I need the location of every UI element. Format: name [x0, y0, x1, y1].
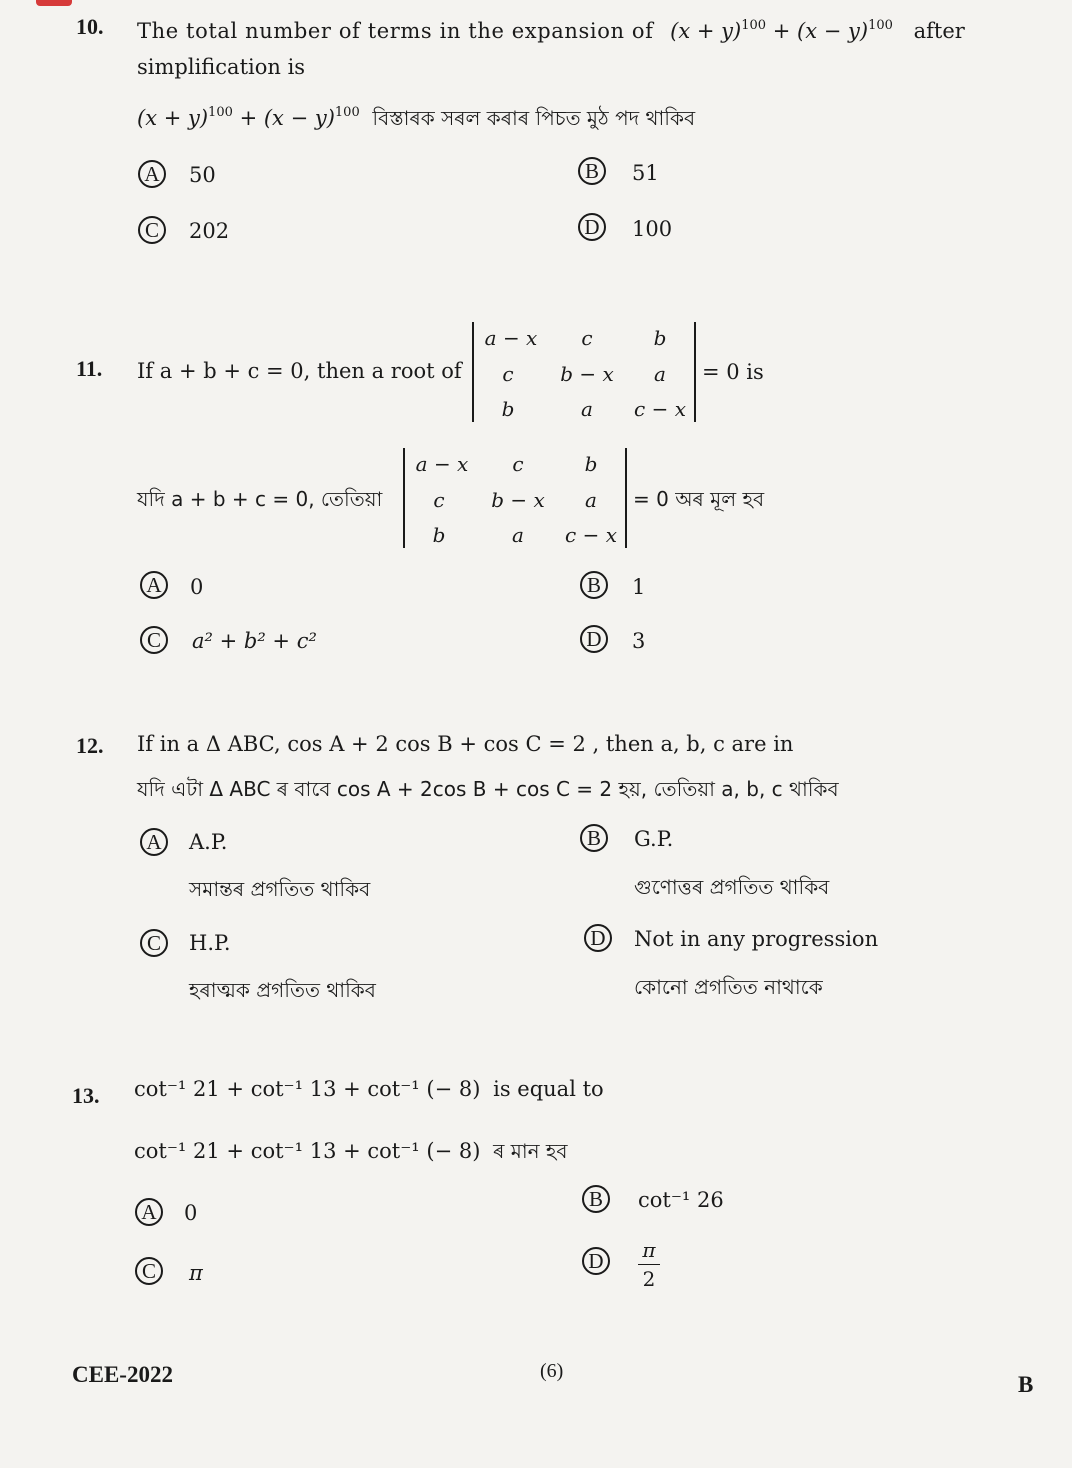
expression-part: (x + y) [137, 106, 209, 130]
expression-part: (x + y) [670, 19, 742, 43]
question-number: 11. [76, 356, 103, 381]
fraction-bar [638, 1264, 660, 1265]
question-text-en: after [913, 19, 965, 43]
option-d-bubble[interactable]: D [582, 1247, 610, 1275]
question-text-en: simplification is [137, 55, 306, 79]
option-b-text: G.P. [634, 827, 674, 851]
booklet-series: B [1018, 1372, 1034, 1397]
det-cell: c − x [634, 397, 686, 421]
determinant-bn [403, 448, 627, 548]
question-text-bn: = 0 অৰ মূল হব [633, 487, 765, 511]
expression: cot⁻¹ 21 + cot⁻¹ 13 + cot⁻¹ (− 8) [134, 1139, 481, 1163]
option-d-text: 3 [632, 629, 646, 653]
det-cell: c [512, 452, 524, 476]
det-cell: b − x [560, 362, 614, 386]
fraction-numerator: π [642, 1238, 656, 1262]
option-c-text: π [189, 1261, 203, 1285]
corner-mark [36, 0, 72, 6]
det-cell: c [581, 326, 593, 350]
det-cell: a [512, 523, 524, 547]
option-c-bn: হৰাত্মক প্ৰগতিত থাকিব [189, 978, 376, 1002]
option-a-text: 50 [189, 163, 216, 187]
question-text-bn: যদি এটা Δ ABC ৰ বাবে cos A + 2cos B + cos C = 2 হয়, তেতিয়া a, b, c থাকিব [137, 777, 839, 801]
exponent: 100 [208, 105, 233, 120]
det-cell: b [584, 452, 598, 476]
question-text-bn: বিস্তাৰক সৰল কৰাৰ পিচত মুঠ পদ থাকিব [372, 106, 696, 130]
question-text-en-line [134, 1077, 604, 1101]
option-d-fraction [638, 1238, 660, 1291]
option-d-text: Not in any progression [634, 927, 879, 951]
option-c-bubble[interactable]: C [140, 626, 168, 654]
det-cell: c − x [565, 523, 617, 547]
det-cell: a [654, 362, 666, 386]
option-b-bubble[interactable]: B [580, 571, 608, 599]
option-d-bubble[interactable]: D [584, 924, 612, 952]
det-cell: a − x [415, 452, 469, 476]
question-text-bn: ৰ মান হব [493, 1139, 568, 1163]
question-text-en: = 0 is [702, 360, 764, 384]
question-number: 10. [76, 14, 104, 39]
plus-sign: + [239, 106, 258, 130]
option-c-bubble[interactable]: C [135, 1257, 163, 1285]
question-number: 13. [72, 1083, 100, 1108]
option-c-bubble[interactable]: C [138, 216, 166, 244]
det-cell: b − x [491, 488, 545, 512]
page-number: (6) [540, 1360, 564, 1382]
option-b-text: 51 [632, 161, 659, 185]
option-a-bn: সমান্তৰ প্ৰগতিত থাকিব [189, 877, 371, 901]
question-text-en: The total number of terms in the expansion of [137, 19, 654, 43]
det-cell: b [432, 523, 446, 547]
det-cell: b [501, 397, 515, 421]
option-c-text: H.P. [189, 931, 231, 955]
det-cell: c [502, 362, 514, 386]
option-b-bubble[interactable]: B [578, 157, 606, 185]
exponent: 100 [868, 18, 893, 33]
option-b-bn: গুণোত্তৰ প্ৰগতিত থাকিব [634, 875, 830, 899]
det-cell: a [585, 488, 597, 512]
exam-code: CEE-2022 [72, 1362, 173, 1387]
option-c-bubble[interactable]: C [140, 929, 168, 957]
expression-part: (x − y) [797, 19, 869, 43]
option-d-text: 100 [632, 217, 673, 241]
determinant-en [472, 322, 696, 422]
option-b-text: 1 [632, 575, 646, 599]
expression: cot⁻¹ 21 + cot⁻¹ 13 + cot⁻¹ (− 8) [134, 1077, 481, 1101]
question-text-en: If a + b + c = 0, then a root of [137, 359, 462, 383]
option-b-bubble[interactable]: B [582, 1185, 610, 1213]
fraction-denominator: 2 [642, 1267, 656, 1291]
option-a-bubble[interactable]: A [135, 1198, 163, 1226]
option-a-bubble[interactable]: A [140, 571, 168, 599]
expression-part: (x − y) [263, 106, 335, 130]
question-number: 12. [76, 733, 104, 758]
question-text-en: is equal to [493, 1077, 604, 1101]
option-d-bubble[interactable]: D [580, 625, 608, 653]
option-a-bubble[interactable]: A [138, 160, 166, 188]
question-text [137, 18, 965, 43]
option-c-text: a² + b² + c² [192, 629, 317, 653]
option-a-text: 0 [184, 1201, 198, 1225]
question-text-bn: যদি a + b + c = 0, তেতিয়া [137, 487, 383, 511]
option-d-bubble[interactable]: D [578, 213, 606, 241]
option-d-bn: কোনো প্ৰগতিত নাথাকে [634, 975, 823, 999]
plus-sign: + [772, 19, 791, 43]
option-c-text: 202 [189, 219, 230, 243]
option-a-bubble[interactable]: A [140, 828, 168, 856]
option-b-text: cot⁻¹ 26 [638, 1188, 724, 1212]
det-cell: c [433, 488, 445, 512]
option-a-text: 0 [190, 575, 204, 599]
question-text-bn-line [137, 104, 695, 137]
det-cell: b [653, 326, 667, 350]
option-b-bubble[interactable]: B [580, 824, 608, 852]
det-cell: a [581, 397, 593, 421]
question-text-en: If in a Δ ABC, cos A + 2 cos B + cos C = 2 , then a, b, c are in [137, 732, 794, 756]
option-a-text: A.P. [189, 830, 228, 854]
det-cell: a − x [484, 326, 538, 350]
exponent: 100 [334, 105, 360, 120]
question-text-bn-line [134, 1137, 568, 1170]
exponent: 100 [741, 18, 767, 33]
